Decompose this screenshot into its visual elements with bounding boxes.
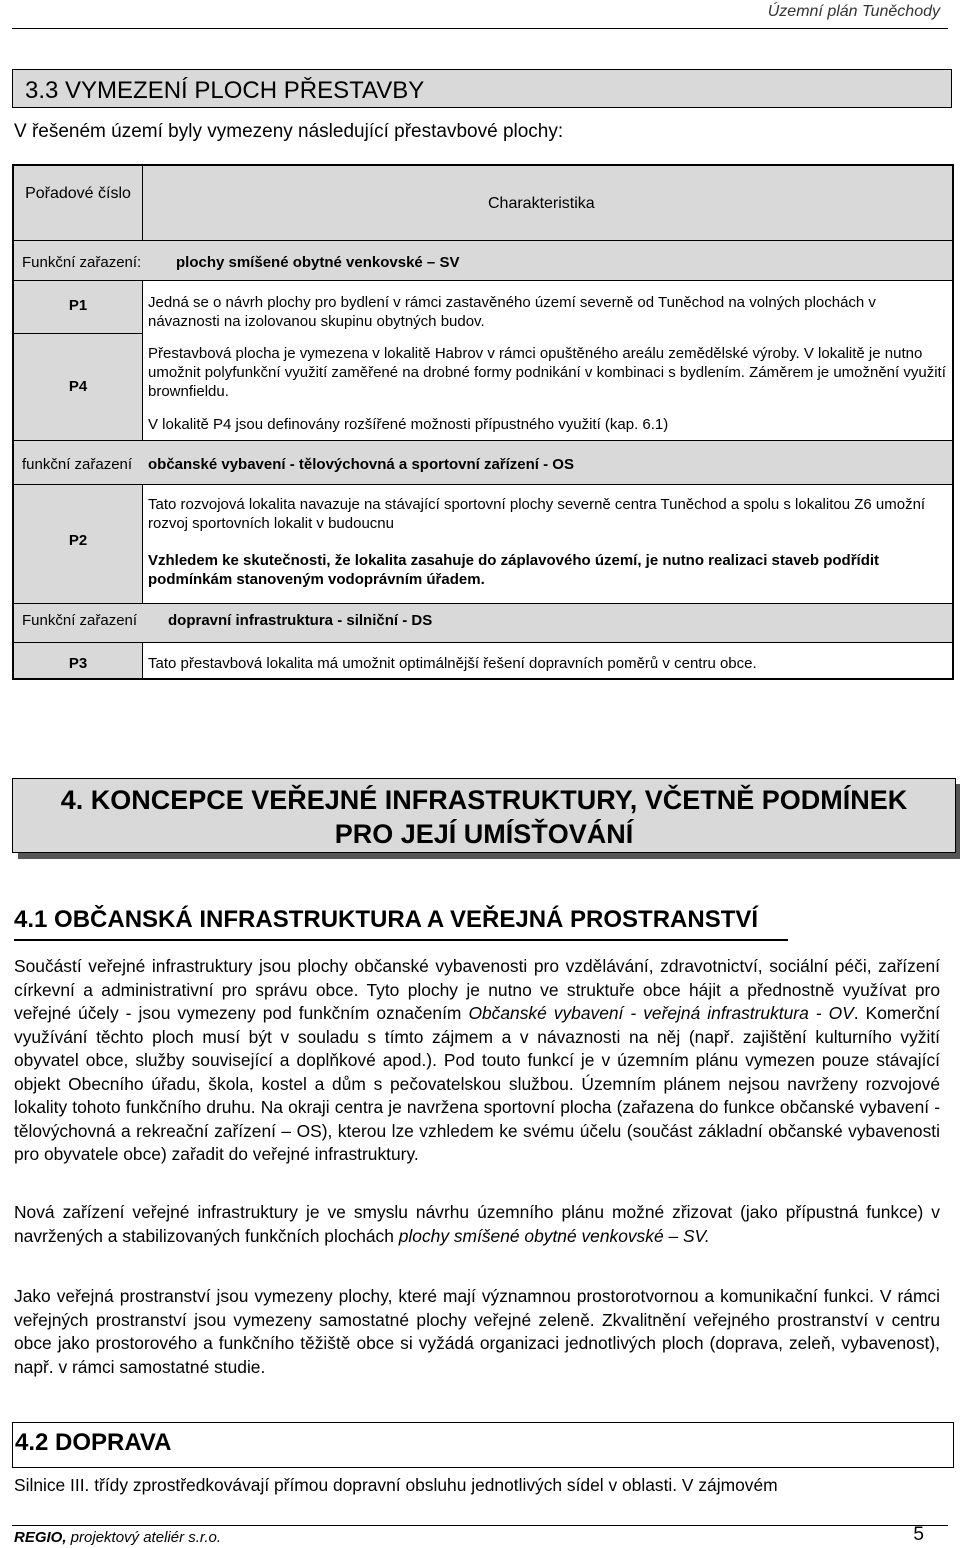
grid-line bbox=[14, 240, 952, 241]
paragraph-text: . Komerční využívání těchto ploch musí být v souladu s tímto zájmem a v návaznosti na něj (např. zajištění kulturního vyžití obyvatel obce, služby související a doplňkové apod.). Pod touto funkcí je v územním plánu vymezen pouze stávající objekt Obecního úřadu, škola, kostel a dům s pečovatelskou službou. Územním plánem nejsou navrženy rozvojové lokality tohoto funkčního druhu. Na okraji centra je navržena sportovní plocha (zařazena do funkce občanské vybavení - tělovýchovná a rekreační zařízení – OS), kterou lze vzhledem ke svému účelu (součást základní občanské vybavenosti pro obyvatele obce) zařadit do veřejné infrastruktury. bbox=[14, 1003, 941, 1164]
section-4-1-paragraph-2 bbox=[14, 1201, 940, 1248]
redevelopment-areas-table bbox=[12, 164, 954, 680]
grid-line bbox=[14, 440, 952, 441]
paragraph-text: Součástí veřejné infrastruktury jsou plochy občanské vybavenosti pro vzdělávání, zdravotnictví, sociální péči, zařízení církevní a administrativní pro správu obce. Tyto plochy je nutno ve struktuře obce hájit a přednostně využívat pro veřejné účely - jsou vymezeny pod funkčním označením bbox=[14, 956, 940, 1023]
group-label-os: funkční zařazení bbox=[22, 456, 133, 473]
footer-divider bbox=[12, 1525, 948, 1526]
grid-line bbox=[14, 642, 952, 643]
group-value-os: občanské vybavení - tělovýchovná a sportovní zařízení - OS bbox=[148, 456, 574, 473]
row-text-p3: Tato přestavbová lokalita má umožnit optimálnější řešení dopravních poměrů v centru obce. bbox=[148, 655, 757, 672]
header-divider bbox=[12, 28, 948, 29]
grid-line bbox=[142, 280, 143, 440]
table-header-row bbox=[14, 166, 952, 240]
row-text-p2-main: Tato rozvojová lokalita navazuje na stávající sportovní plochy severně centra Tuněchod a spolu s lokalitou Z6 umožní rozvoj sportovních lokalit v budoucnu bbox=[148, 496, 926, 532]
document-header-title: Územní plán Tuněchody bbox=[767, 3, 940, 20]
row-text-p4-note: V lokalitě P4 jsou definovány rozšířené možnosti přípustného využití (kap. 6.1) bbox=[148, 416, 669, 433]
row-text-p2-warning: Vzhledem ke skutečnosti, že lokalita zasahuje do záplavového území, je nutno realizaci staveb podřídit podmínkám stanoveným vodoprávním úřadem. bbox=[148, 552, 880, 588]
grid-line bbox=[14, 484, 952, 485]
column-header-characteristic: Charakteristika bbox=[488, 195, 595, 212]
row-id-p3: P3 bbox=[14, 642, 142, 678]
footer-company-suffix: projektový ateliér s.r.o. bbox=[66, 1529, 222, 1546]
page-number: 5 bbox=[913, 1524, 924, 1545]
footer-company bbox=[14, 1529, 221, 1546]
grid-line bbox=[142, 484, 143, 603]
grid-line bbox=[142, 166, 143, 240]
group-row-sv bbox=[14, 240, 952, 280]
group-label-sv: Funkční zařazení: bbox=[22, 254, 142, 271]
group-value-sv: plochy smíšené obytné venkovské – SV bbox=[176, 254, 460, 271]
group-row-ds bbox=[14, 603, 952, 642]
paragraph-italic-text: Občanské vybavení - veřejná infrastruktura - OV bbox=[468, 1003, 854, 1023]
paragraph-italic-text: plochy smíšené obytné venkovské – SV. bbox=[398, 1225, 710, 1246]
group-label-ds: Funkční zařazení bbox=[22, 612, 138, 629]
section-4-1-heading: 4.1 OBČANSKÁ INFRASTRUKTURA A VEŘEJNÁ PROSTRANSTVÍ bbox=[14, 906, 759, 933]
chapter-4-heading-line1: 4. KONCEPCE VEŘEJNÉ INFRASTRUKTURY, VČETNĚ PODMÍNEK bbox=[60, 785, 908, 815]
paragraph-text: Nová zařízení veřejné infrastruktury je ve smyslu návrhu územního plánu možné zřizovat (jako přípustná funkce) v navržených a stabilizovaných funkčních plochách bbox=[14, 1202, 940, 1246]
grid-line bbox=[14, 280, 952, 281]
row-id-p1: P1 bbox=[14, 280, 142, 333]
column-header-number: Pořadové číslo bbox=[25, 185, 131, 202]
grid-line bbox=[14, 603, 952, 604]
row-id-p4: P4 bbox=[14, 333, 142, 440]
footer-company-name: REGIO, bbox=[14, 1529, 67, 1546]
grid-line bbox=[14, 333, 142, 334]
section-4-1-paragraph-1 bbox=[14, 955, 940, 1167]
chapter-4-heading bbox=[12, 778, 956, 853]
section-4-1-paragraph-3: Jako veřejná prostranství jsou vymezeny plochy, které mají významnou prostorotvornou a komunikační funkci. V rámci veřejných prostranství jsou vymezeny samostatné plochy veřejné zeleně. Zkvalitnění veřejného prostranství v centru obce jako prostorového a funkčního těžiště obce si vyžádá organizaci jednotlivých ploch (doprava, zeleň, vybavenost), např. v rámci samostatné studie. bbox=[14, 1286, 940, 1377]
row-text-p1: Jedná se o návrh plochy pro bydlení v rámci zastavěného území severně od Tuněchod na volných plochách v návaznosti na izolovanou skupinu obytných budov. bbox=[148, 294, 876, 330]
chapter-4-heading-line2: PRO JEJÍ UMÍSŤOVÁNÍ bbox=[334, 819, 634, 849]
group-value-ds: dopravní infrastruktura - silniční - DS bbox=[168, 612, 433, 629]
section-4-1-underline bbox=[14, 939, 788, 941]
section-4-2-paragraph-1: Silnice III. třídy zprostředkovávají přímou dopravní obsluhu jednotlivých sídel v oblasti. V zájmovém bbox=[14, 1475, 778, 1495]
grid-line bbox=[142, 642, 143, 678]
row-id-p2: P2 bbox=[14, 484, 142, 603]
row-text-p4-main: Přestavbová plocha je vymezena v lokalitě Habrov v rámci opuštěného areálu zemědělské výroby. V lokalitě je nutno umožnit polyfunkční využití zaměřené na drobné formy podnikání v kombinaci s bydlením. Záměrem je umožnění využití brownfieldu. bbox=[148, 345, 946, 400]
section-4-2-heading: 4.2 DOPRAVA bbox=[12, 1422, 954, 1468]
section-3-3-intro: V řešeném území byly vymezeny následující přestavbové plochy: bbox=[14, 121, 564, 142]
section-3-3-heading: 3.3 VYMEZENÍ PLOCH PŘESTAVBY bbox=[12, 69, 952, 108]
